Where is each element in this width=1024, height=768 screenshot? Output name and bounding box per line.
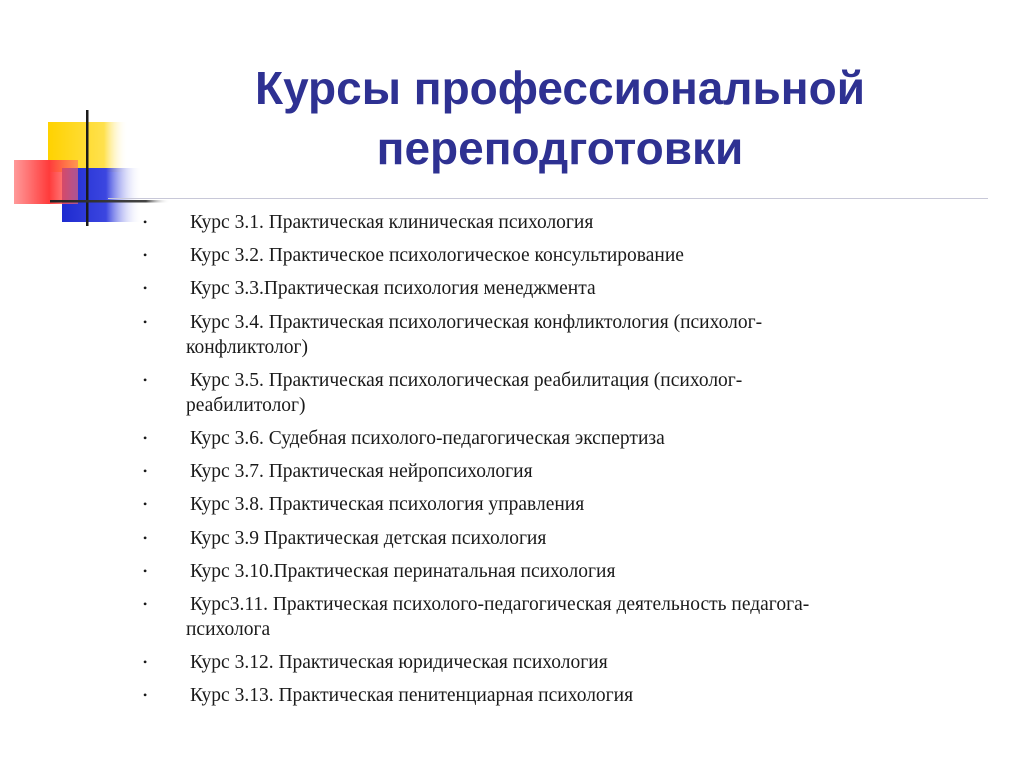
course-title: Курс 3.8. Практическая психология управления xyxy=(190,494,585,516)
course-list-item xyxy=(140,683,1000,708)
course-list-item xyxy=(140,492,1000,517)
bullet-dot: • xyxy=(143,248,148,263)
bullet-dot: • xyxy=(143,281,148,296)
course-title: Курс 3.2. Практическое психологическое консультирование xyxy=(190,245,684,267)
bullet-dot: • xyxy=(143,596,148,611)
course-list-item xyxy=(140,310,1000,360)
course-list-item xyxy=(140,210,1000,235)
course-list-item xyxy=(140,650,1000,675)
course-list-item xyxy=(140,526,1000,551)
course-title-continuation: реабилитолог) xyxy=(186,394,306,416)
course-title-continuation: конфликтолог) xyxy=(186,336,308,358)
course-title: Курс 3.6. Судебная психолого-педагогическая экспертиза xyxy=(190,427,665,449)
course-list-item xyxy=(140,426,1000,451)
bullet-dot: • xyxy=(143,655,148,670)
bullet-dot: • xyxy=(143,314,148,329)
course-list-item xyxy=(140,243,1000,268)
course-list-item xyxy=(140,459,1000,484)
course-title: Курс 3.4. Практическая психологическая конфликтология (психолог- xyxy=(190,311,763,333)
bullet-dot: • xyxy=(143,430,148,445)
bullet-dot: • xyxy=(143,497,148,512)
course-title-continuation: психолога xyxy=(186,618,271,640)
course-title: Курс 3.7. Практическая нейропсихология xyxy=(190,461,533,483)
title-line-1: Курсы профессиональной xyxy=(255,62,865,114)
course-list-item xyxy=(140,276,1000,301)
course-title: Курс 3.5. Практическая психологическая реабилитация (психолог- xyxy=(190,369,743,391)
course-list-item xyxy=(140,592,1000,642)
bullet-dot: • xyxy=(143,372,148,387)
course-title: Курс 3.13. Практическая пенитенциарная психология xyxy=(190,685,634,707)
bullet-dot: • xyxy=(143,215,148,229)
course-list-item xyxy=(140,368,1000,418)
course-title: Курс 3.3.Практическая психология менеджмента xyxy=(190,278,596,300)
title-divider xyxy=(108,198,988,199)
title-line-2: переподготовки xyxy=(376,122,744,174)
bullet-dot: • xyxy=(143,563,148,578)
course-list xyxy=(140,210,1000,716)
course-title: Курс3.11. Практическая психолого-педагогическая деятельность педагога- xyxy=(190,593,810,615)
bullet-dot: • xyxy=(143,530,148,545)
slide-title xyxy=(150,58,970,178)
bullet-dot: • xyxy=(143,464,148,479)
course-title: Курс 3.9 Практическая детская психология xyxy=(190,527,547,549)
course-title: Курс 3.12. Практическая юридическая психология xyxy=(190,652,608,674)
course-list-item xyxy=(140,559,1000,584)
course-title: Курс 3.1. Практическая клиническая психология xyxy=(190,212,594,233)
course-title: Курс 3.10.Практическая перинатальная психология xyxy=(190,560,616,582)
bullet-dot: • xyxy=(143,688,148,703)
